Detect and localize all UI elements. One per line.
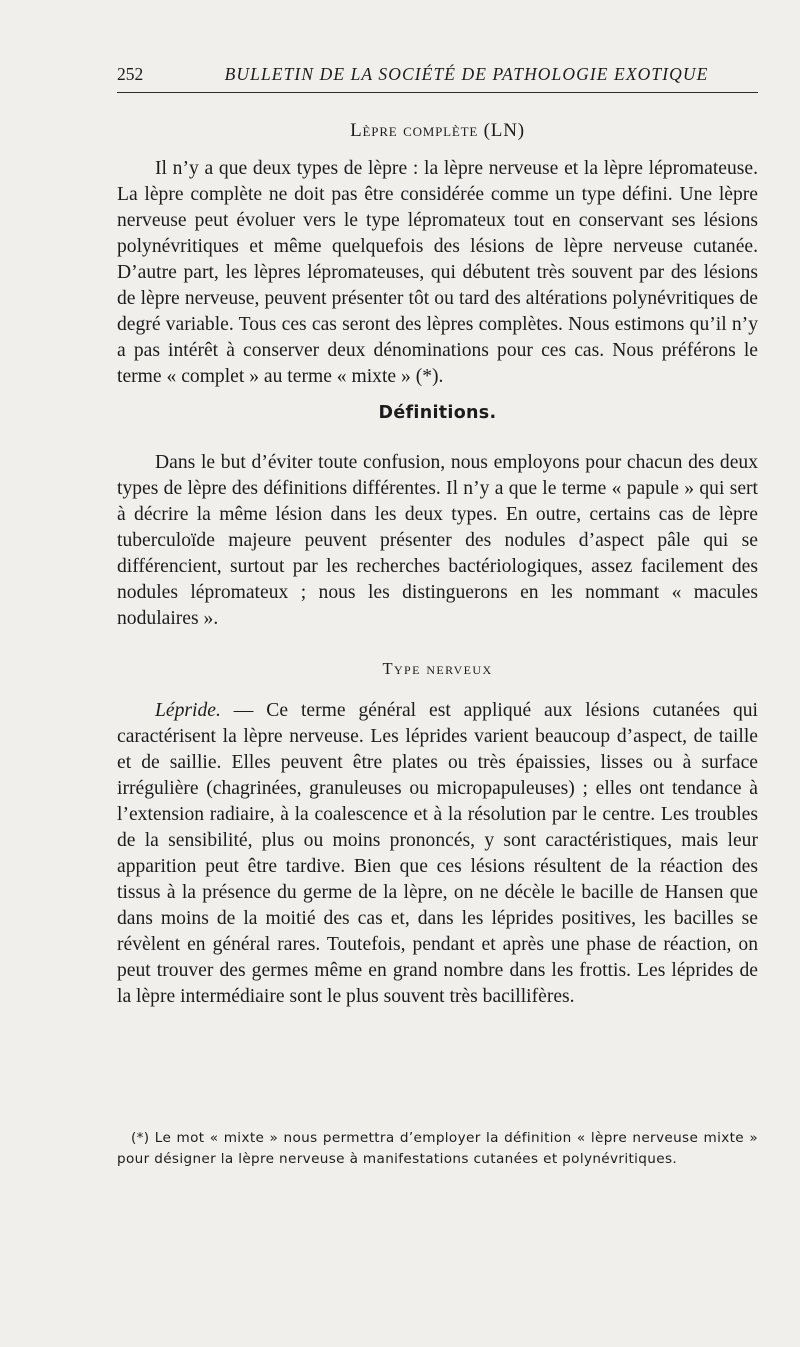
section-title-type-nerveux: Type nerveux <box>382 659 493 678</box>
section-title-lepre-complete: Lèpre complète (LN) <box>350 120 525 141</box>
page-number: 252 <box>117 64 144 84</box>
journal-title: BULLETIN DE LA SOCIÉTÉ DE PATHOLOGIE EXOTIQUE <box>224 64 709 84</box>
footnote: (*) Le mot « mixte » nous permettra d’employer la définition « lèpre nerveuse mixte » pour désigner la lèpre nerveuse à manifestations cutanées et polynévritiques. <box>117 1130 758 1167</box>
paragraph-lepre-complete: Il n’y a que deux types de lèpre : la lèpre nerveuse et la lèpre lépromateuse. La lèpre complète ne doit pas être considérée comme un type défini. Une lèpre nerveuse peut évoluer vers le type lépromateux tout en conservant ses lésions polynévritiques et même quelquefois des lésions de lèpre nerveuse cutanée. D’autre part, les lèpres lépromateuses, qui débutent très souvent par des lésions de lèpre nerveuse, peuvent présenter tôt ou tard des altérations polynévritiques de degré variable. Tous ces cas seront des lèpres complètes. Nous estimons qu’il n’y a pas intérêt à conserver deux dénominations pour ces cas. Nous préférons le terme « complet » au terme « mixte » (*). <box>117 158 758 387</box>
paragraph-definitions: Dans le but d’éviter toute confusion, nous employons pour chacun des deux types de lèpre des définitions différentes. Il n’y a que le terme « papule » qui sert à décrire la même lésion dans les deux types. En outre, certains cas de lèpre tuberculoïde majeure peuvent présenter des nodules d’aspect pâle qui se différencient, surtout par les recherches bactériologiques, assez facilement des nodules lépromateux ; nous les distinguerons en les nommant « macules nodulaires ». <box>117 452 758 629</box>
header-rule <box>117 92 758 93</box>
paragraph-lepride <box>117 698 758 1010</box>
article-body <box>117 116 758 1010</box>
running-head <box>117 62 758 86</box>
section-title-definitions: Définitions. <box>378 403 497 423</box>
lepride-definition-text: — Ce terme général est appliqué aux lésions cutanées qui caractérisent la lèpre nerveuse. Les léprides varient beaucoup d’aspect, de taille et de saillie. Elles peuvent être plates ou très épaissies, lisses ou à surface irrégulière (chagrinées, granuleuses ou micropapuleuses) ; elles ont tendance à l’extension radiaire, à la coalescence et à la résolution par le centre. Les troubles de la sensibilité, plus ou moins prononcés, y sont caractéristiques, mais leur apparition peut être tardive. Bien que ces lésions résultent de la réaction des tissus à la présence du germe de la lèpre, on ne décèle le bacille de Hansen que dans moins de la moitié des cas et, dans les léprides positives, les bacilles se révèlent en général rares. Toutefois, pendant et après une phase de réaction, on peut trouver des germes même en grand nombre dans les frottis. Les léprides de la lèpre intermédiaire sont le plus souvent très bacillifères. <box>117 700 758 1007</box>
term-lepride: Lépride. <box>155 700 221 721</box>
